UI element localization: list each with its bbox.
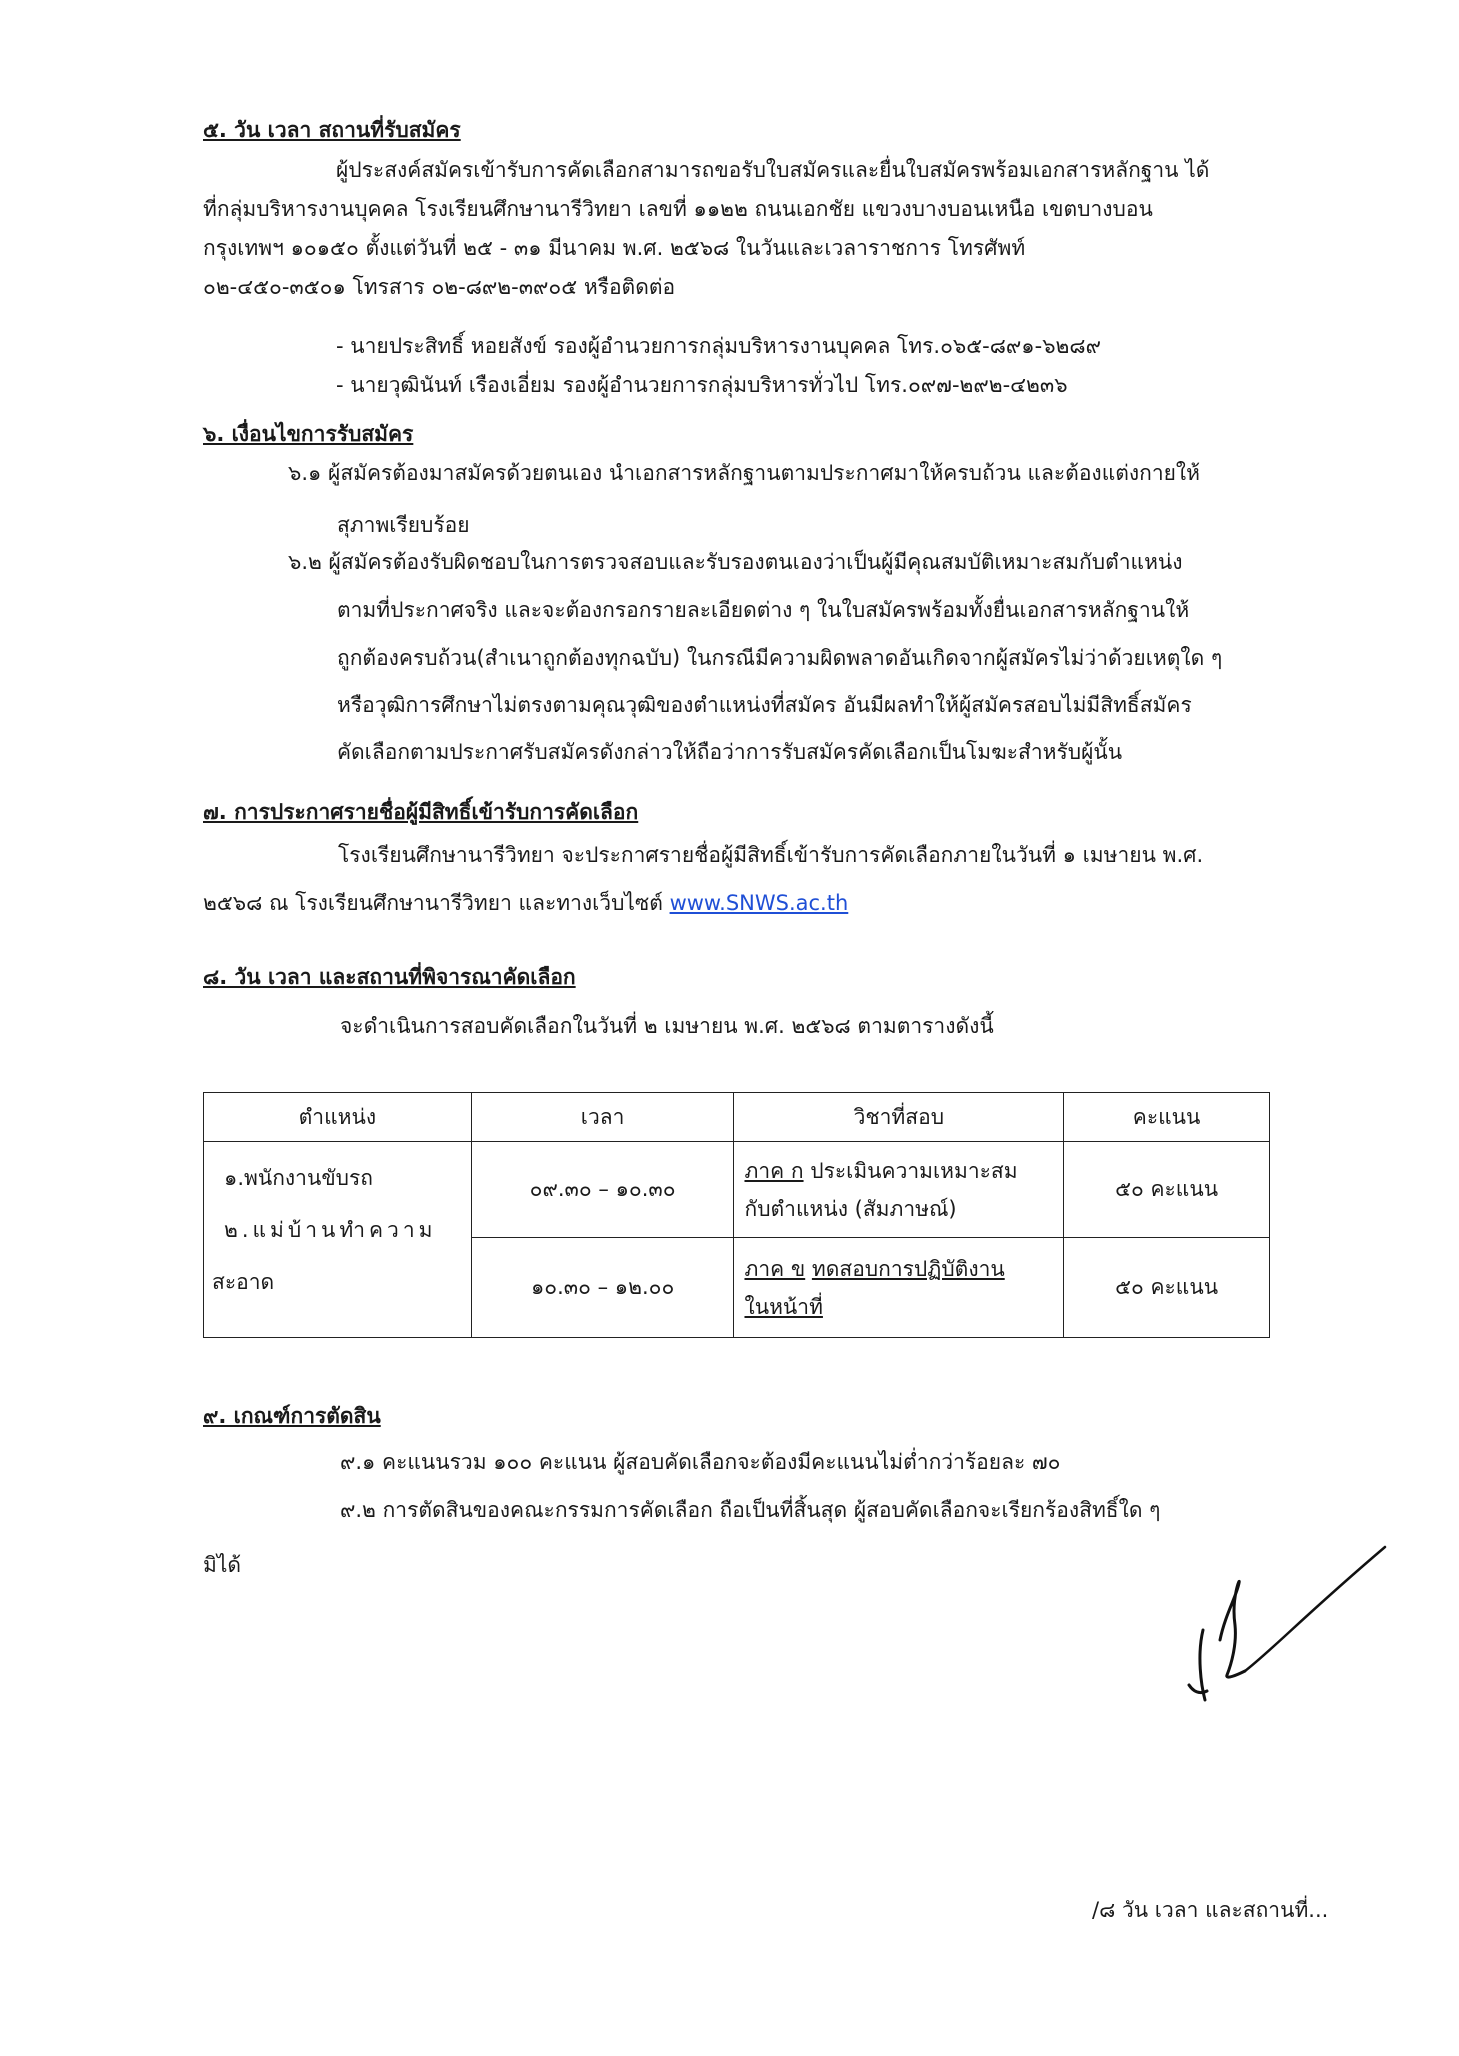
section-9-heading: ๙. เกณฑ์การตัดสิน xyxy=(203,1404,381,1428)
position-cell xyxy=(204,1142,472,1338)
subject-text: ทดสอบการปฏิบัติงาน xyxy=(811,1256,1005,1281)
item-6-2-line-3: ถูกต้องครบถ้วน(สำเนาถูกต้องทุกฉบับ) ในกรณีมีความผิดพลาดอันเกิดจากผู้สมัครไม่ว่าด้วยเหตุใด ๆ xyxy=(337,646,1223,670)
time-cell: ๑๐.๓๐ – ๑๒.๐๐ xyxy=(471,1238,734,1338)
table-row xyxy=(204,1142,1270,1238)
next-page-note: /๘ วัน เวลา และสถานที่... xyxy=(1092,1898,1329,1922)
section-7-line-2 xyxy=(203,888,848,918)
item-6-1: ๖.๑ ผู้สมัครต้องมาสมัครด้วยตนเอง นำเอกสารหลักฐานตามประกาศมาให้ครบถ้วน และต้องแต่งกายให้ xyxy=(288,461,1201,485)
section-5-line-1: ผู้ประสงค์สมัครเข้ารับการคัดเลือกสามารถขอรับใบสมัครและยื่นใบสมัครพร้อมเอกสารหลักฐาน ได้ xyxy=(336,158,1210,182)
item-9-2-cont: มิได้ xyxy=(203,1553,242,1577)
header-subject: วิชาที่สอบ xyxy=(734,1093,1064,1142)
item-6-1-cont: สุภาพเรียบร้อย xyxy=(337,513,470,537)
position-1: ๑.พนักงานขับรถ xyxy=(224,1166,373,1190)
section-6-heading: ๖. เงื่อนไขการรับสมัคร xyxy=(203,422,414,446)
item-6-2-line-2: ตามที่ประกาศจริง และจะต้องกรอกรายละเอียดต่าง ๆ ในใบสมัครพร้อมทั้งยื่นเอกสารหลักฐานให้ xyxy=(337,598,1190,622)
header-time: เวลา xyxy=(471,1093,734,1142)
section-7-line-1: โรงเรียนศึกษานารีวิทยา จะประกาศรายชื่อผู้มีสิทธิ์เข้ารับการคัดเลือกภายในวันที่ ๑ เมษายน พ.ศ. xyxy=(338,843,1204,867)
subject-text-cont: ในหน้าที่ xyxy=(744,1294,823,1319)
item-9-1: ๙.๑ คะแนนรวม ๑๐๐ คะแนน ผู้สอบคัดเลือกจะต้องมีคะแนนไม่ต่ำกว่าร้อยละ ๗๐ xyxy=(340,1450,1061,1474)
table-header-row xyxy=(204,1093,1270,1142)
header-score: คะแนน xyxy=(1064,1093,1270,1142)
subject-text: ประเมินความเหมาะสม xyxy=(810,1158,1018,1183)
section-7-line-2-text: ๒๕๖๘ ณ โรงเรียนศึกษานารีวิทยา และทางเว็บไซต์ xyxy=(203,891,663,915)
exam-schedule-table xyxy=(203,1092,1270,1338)
section-5-line-3: กรุงเทพฯ ๑๐๑๕๐ ตั้งแต่วันที่ ๒๕ - ๓๑ มีนาคม พ.ศ. ๒๕๖๘ ในวันและเวลาราชการ โทรศัพท์ xyxy=(203,236,1026,260)
subject-cell xyxy=(734,1238,1064,1338)
section-8-intro: จะดำเนินการสอบคัดเลือกในวันที่ ๒ เมษายน พ.ศ. ๒๕๖๘ ตามตารางดังนี้ xyxy=(340,1014,994,1038)
contact-1: - นายประสิทธิ์ หอยสังข์ รองผู้อำนวยการกลุ่มบริหารงานบุคคล โทร.๐๖๕-๘๙๑-๖๒๘๙ xyxy=(336,334,1101,358)
subject-text-cont: กับตำแหน่ง (สัมภาษณ์) xyxy=(744,1196,957,1221)
item-6-2-line-4: หรือวุฒิการศึกษาไม่ตรงตามคุณวุฒิของตำแหน่งที่สมัคร อันมีผลทำให้ผู้สมัครสอบไม่มีสิทธิ์สมัคร xyxy=(337,693,1192,717)
score-cell: ๕๐ คะแนน xyxy=(1064,1238,1270,1338)
position-2: ๒.แม่บ้านทำความ xyxy=(224,1218,437,1242)
signature xyxy=(1175,1535,1395,1715)
subject-cell xyxy=(734,1142,1064,1238)
position-2-cont: สะอาด xyxy=(212,1270,275,1294)
section-5-heading: ๕. วัน เวลา สถานที่รับสมัคร xyxy=(203,118,461,142)
item-9-2: ๙.๒ การตัดสินของคณะกรรมการคัดเลือก ถือเป็นที่สิ้นสุด ผู้สอบคัดเลือกจะเรียกร้องสิทธิ์ใด ๆ xyxy=(340,1498,1161,1522)
section-8-heading: ๘. วัน เวลา และสถานที่พิจารณาคัดเลือก xyxy=(203,965,576,989)
item-6-2: ๖.๒ ผู้สมัครต้องรับผิดชอบในการตรวจสอบและรับรองตนเองว่าเป็นผู้มีคุณสมบัติเหมาะสมกับตำแหน่ง xyxy=(288,550,1183,574)
website-link[interactable]: www.SNWS.ac.th xyxy=(669,891,849,915)
item-6-2-line-5: คัดเลือกตามประกาศรับสมัครดังกล่าวให้ถือว่าการรับสมัครคัดเลือกเป็นโมฆะสำหรับผู้นั้น xyxy=(337,740,1123,764)
section-7-heading: ๗. การประกาศรายชื่อผู้มีสิทธิ์เข้ารับการคัดเลือก xyxy=(203,800,639,824)
contact-2: - นายวุฒินันท์ เรืองเอี่ยม รองผู้อำนวยการกลุ่มบริหารทั่วไป โทร.๐๙๗-๒๙๒-๔๒๓๖ xyxy=(336,373,1068,397)
time-cell: ๐๙.๓๐ – ๑๐.๓๐ xyxy=(471,1142,734,1238)
subject-part-label: ภาค ข xyxy=(744,1256,806,1281)
section-5-line-4: ๐๒-๔๕๐-๓๕๐๑ โทรสาร ๐๒-๘๙๒-๓๙๐๕ หรือติดต่อ xyxy=(203,275,676,299)
header-position: ตำแหน่ง xyxy=(204,1093,472,1142)
score-cell: ๕๐ คะแนน xyxy=(1064,1142,1270,1238)
subject-part-label: ภาค ก xyxy=(744,1158,804,1183)
section-5-line-2: ที่กลุ่มบริหารงานบุคคล โรงเรียนศึกษานารีวิทยา เลขที่ ๑๑๒๒ ถนนเอกชัย แขวงบางบอนเหนือ เขตบางบอน xyxy=(203,197,1153,221)
